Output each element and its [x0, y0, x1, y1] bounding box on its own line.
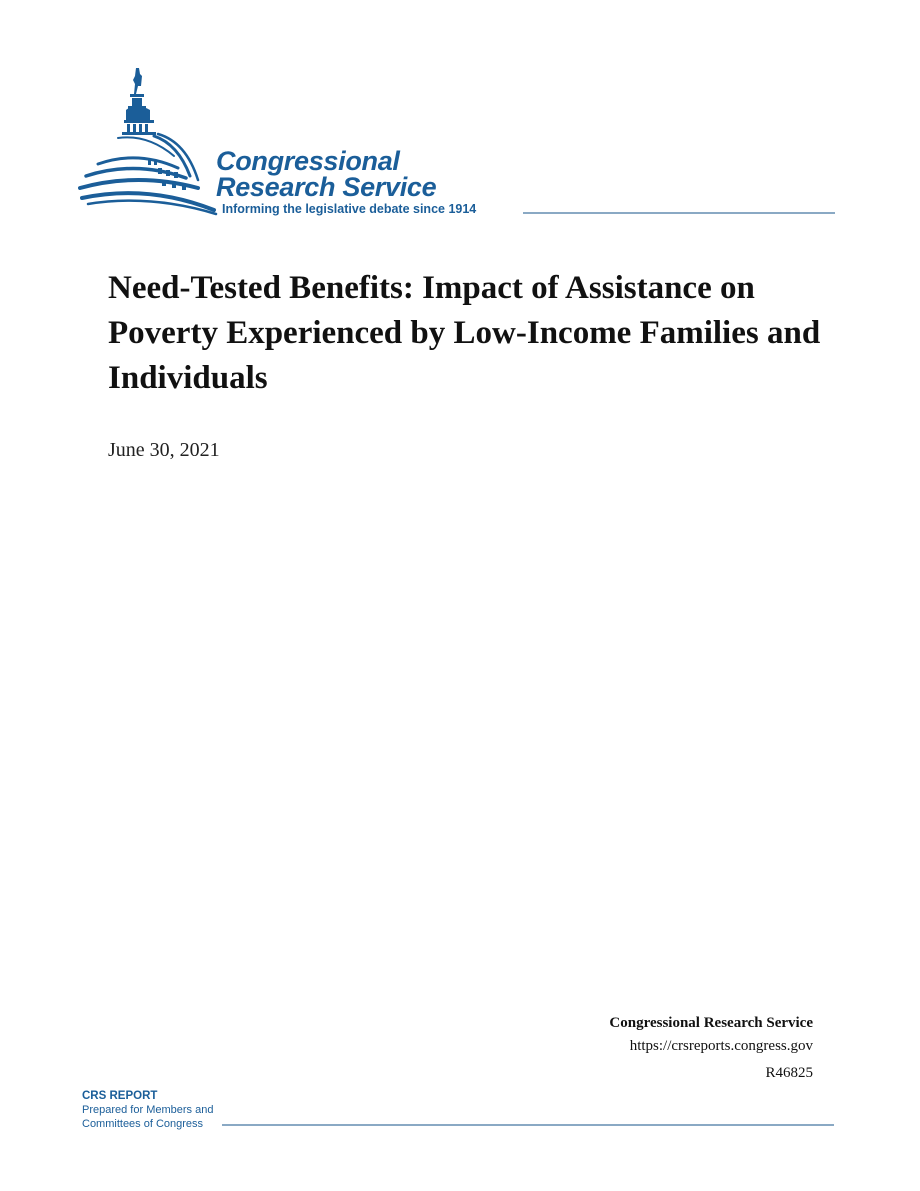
logo-tagline: Informing the legislative debate since 1914	[222, 202, 477, 216]
logo-wordmark-line2: Research Service	[216, 172, 437, 202]
capitol-dome-icon	[78, 64, 223, 216]
crs-logo	[78, 64, 838, 224]
logo-wordmark-line1: Congressional	[216, 146, 400, 176]
logo-divider	[523, 212, 835, 214]
publisher-url[interactable]: https://crsreports.congress.gov	[629, 1038, 813, 1054]
footer-divider	[222, 1124, 834, 1126]
report-title: Need-Tested Benefits: Impact of Assistance on Poverty Experienced by Low-Income Families and Individuals	[108, 270, 821, 396]
report-label-line1: Prepared for Members and	[82, 1104, 214, 1116]
report-label-title: CRS REPORT	[82, 1090, 158, 1102]
crs-report-label	[82, 1089, 213, 1131]
report-label-line2: Committees of Congress	[82, 1118, 204, 1130]
report-date: June 30, 2021	[108, 439, 220, 461]
report-number: R46825	[765, 1065, 813, 1081]
publisher-info	[609, 1012, 813, 1084]
publisher-name: Congressional Research Service	[609, 1015, 813, 1031]
